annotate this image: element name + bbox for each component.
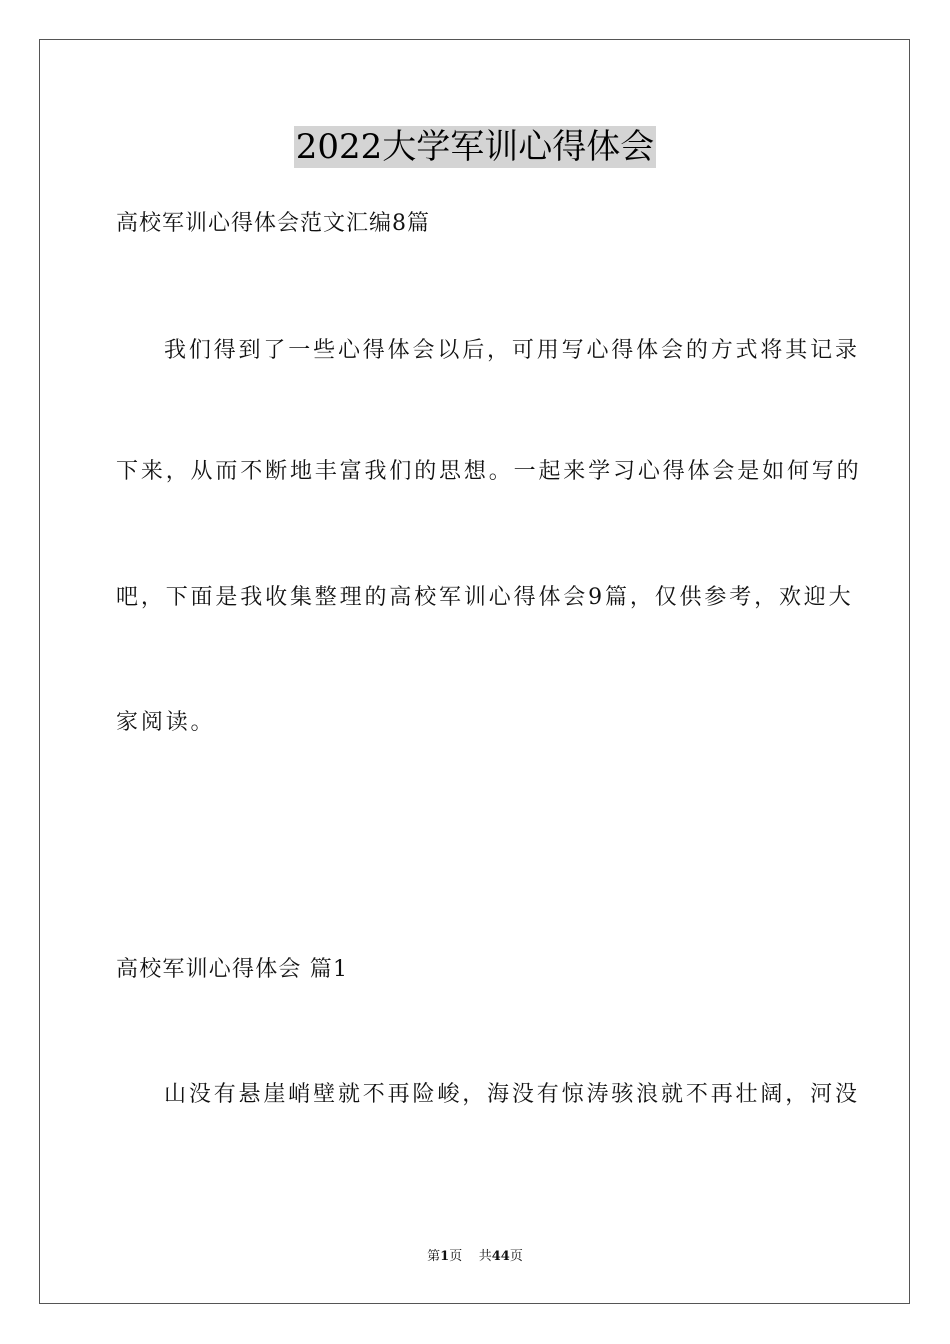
document-title: 2022大学军训心得体会 <box>295 127 655 167</box>
intro-line-3: 吧，下面是我收集整理的高校军训心得体会9篇，仅供参考，欢迎大 <box>116 585 854 610</box>
footer-total-pages: 44 <box>491 1249 510 1264</box>
footer-page-number: 1 <box>440 1249 450 1264</box>
footer-total-suffix: 页 <box>509 1249 523 1264</box>
section-line-1: 山没有悬崖峭壁就不再险峻，海没有惊涛骇浪就不再壮阔，河没 <box>164 1082 860 1107</box>
intro-line-2: 下来，从而不断地丰富我们的思想。一起来学习心得体会是如何写的 <box>116 459 862 484</box>
footer-page-suffix: 页 <box>449 1249 463 1264</box>
intro-line-4: 家阅读。 <box>116 710 216 735</box>
document-subtitle: 高校军训心得体会范文汇编8篇 <box>116 211 430 236</box>
footer-total-prefix: 共 <box>478 1249 492 1264</box>
footer-page-prefix: 第 <box>427 1249 441 1264</box>
title-container <box>0 126 950 168</box>
page-footer <box>0 1248 950 1266</box>
intro-line-1: 我们得到了一些心得体会以后，可用写心得体会的方式将其记录 <box>164 338 860 363</box>
section-heading: 高校军训心得体会 篇1 <box>116 957 349 982</box>
